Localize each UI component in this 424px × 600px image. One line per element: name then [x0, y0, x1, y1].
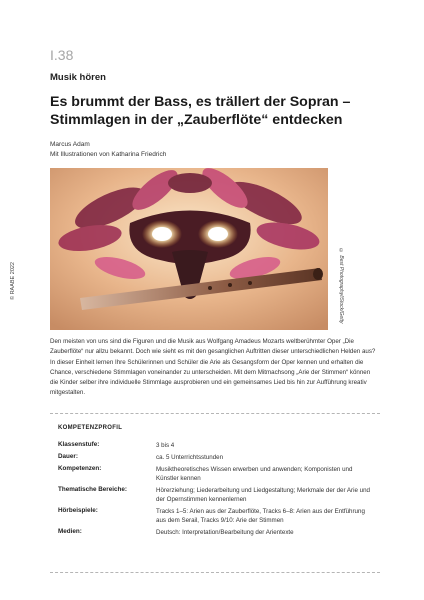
profile-label: Kompetenzen:	[58, 465, 102, 472]
profile-divider-top	[50, 413, 380, 414]
profile-value: Deutsch: Interpretation/Bearbeitung der Arientexte	[156, 529, 294, 536]
cover-photo	[50, 168, 328, 330]
profile-value: Musiktheoretisches Wissen erwerben und anwenden; Komponisten und Künstler kennen	[156, 466, 353, 483]
profile-label: Hörbeispiele:	[58, 507, 98, 514]
feather-mask-illustration	[50, 168, 328, 330]
profile-value: Tracks 1–5: Arien aus der Zauberflöte, Tracks 6–8: Arien aus der Entführung aus dem Serail, Tracks 9/10: Arie der Stimmen	[156, 508, 365, 525]
profile-label: Medien:	[58, 528, 82, 535]
intro-paragraph: Den meisten von uns sind die Figuren und die Musik aus Wolfgang Amadeus Mozarts weltberühmter Oper „Die Zauberflöte“ nur allzu bekannt. Doch wie sieht es mit den gesanglichen Auftritten dieser unterschiedlichen Helden aus? In dieser Einheit lernen Ihre Schülerinnen und Schüler die Arie als Gesangsform der Oper kennen und erhalten die Chance, verschiedene Stimmlagen voneinander zu unterscheiden. Mit dem Mitmachsong „Arie der Stimmen“ können die Kinder selber ihre individuelle Stimmlage ausprobieren und ein gemeinsames Lied bis hin zur Aufführung kreativ mitgestalten.	[50, 338, 376, 397]
publisher-copyright: © RAABE 2022	[10, 262, 16, 300]
profile-divider-bottom	[50, 572, 380, 573]
profile-label: Dauer:	[58, 453, 78, 460]
section-heading: Musik hören	[50, 72, 106, 83]
profile-label: Thematische Bereiche:	[58, 486, 127, 493]
illustrator-line: Mit Illustrationen von Katharina Friedrich	[50, 151, 167, 158]
competence-profile	[50, 413, 380, 573]
profile-value: Hörerziehung; Liederarbeitung und Liedgestaltung; Merkmale der der Arie und der Opernstimmen kennenlernen	[156, 487, 370, 504]
page-title: Es brummt der Bass, es trällert der Sopran – Stimmlagen in der „Zauberflöte“ entdecken	[50, 94, 351, 128]
profile-label: Klassenstufe:	[58, 441, 100, 448]
profile-value: 3 bis 4	[156, 442, 175, 449]
photo-credit: © Best Photography/iStock/Getty	[338, 248, 344, 324]
profile-heading: KOMPETENZPROFIL	[58, 425, 123, 431]
author-line: Marcus Adam	[50, 141, 90, 148]
page-number: I.38	[50, 47, 74, 63]
profile-value: ca. 5 Unterrichtsstunden	[156, 454, 224, 461]
